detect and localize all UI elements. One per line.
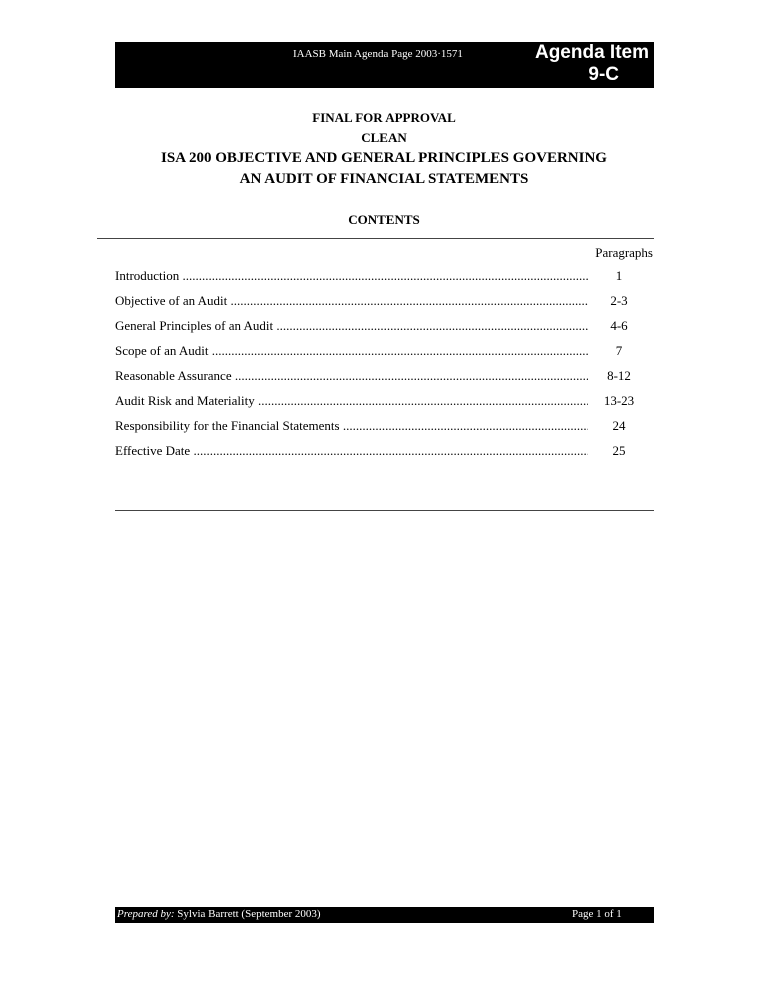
toc-entry-paragraphs: 24 bbox=[612, 418, 626, 433]
toc-entry-paragraphs: 8-12 bbox=[607, 368, 631, 383]
toc-entry-paragraphs: 4-6 bbox=[610, 318, 628, 333]
toc-entry[interactable] bbox=[115, 266, 654, 291]
toc-entry-paragraphs: 13-23 bbox=[603, 393, 635, 408]
contents-bottom-rule bbox=[115, 510, 654, 511]
toc-entry-label: Introduction ..... bbox=[115, 268, 588, 284]
toc-entry[interactable] bbox=[115, 416, 654, 441]
footer-bar bbox=[115, 907, 654, 923]
toc-entry-label: Effective Date ..... bbox=[115, 443, 588, 459]
prepared-by bbox=[117, 908, 321, 920]
header-bar bbox=[115, 42, 654, 88]
agenda-page-reference: IAASB Main Agenda Page 2003·1571 bbox=[293, 48, 463, 60]
toc-entry-paragraphs: 7 bbox=[615, 343, 623, 358]
document-title-line1: ISA 200 OBJECTIVE AND GENERAL PRINCIPLES GOVERNING bbox=[161, 150, 607, 166]
toc-entry[interactable] bbox=[115, 366, 654, 391]
contents-top-rule bbox=[97, 238, 654, 239]
toc-entry[interactable] bbox=[115, 391, 654, 416]
agenda-item-number: 9-C bbox=[588, 64, 619, 85]
agenda-item-title: Agenda Item bbox=[534, 42, 649, 63]
toc-entry-label: General Principles of an Audit ..... bbox=[115, 318, 588, 334]
table-of-contents bbox=[115, 266, 654, 466]
page-number: Page 1 of 1 bbox=[572, 908, 622, 920]
toc-entry[interactable] bbox=[115, 291, 654, 316]
toc-entry-label: Audit Risk and Materiality ..... bbox=[115, 393, 588, 409]
toc-entry-paragraphs: 2-3 bbox=[610, 293, 628, 308]
toc-entry-label: Reasonable Assurance ..... bbox=[115, 368, 588, 384]
toc-entry-paragraphs: 1 bbox=[615, 268, 623, 283]
toc-entry[interactable] bbox=[115, 316, 654, 341]
toc-entry[interactable] bbox=[115, 341, 654, 366]
status-line-clean: CLEAN bbox=[361, 130, 407, 145]
paragraphs-column-heading: Paragraphs bbox=[595, 245, 653, 260]
toc-entry-label: Scope of an Audit ..... bbox=[115, 343, 588, 359]
toc-entry-label: Objective of an Audit ..... bbox=[115, 293, 588, 309]
toc-entry[interactable] bbox=[115, 441, 654, 466]
prepared-by-label: Prepared by: bbox=[117, 908, 175, 920]
prepared-by-name: Sylvia Barrett (September 2003) bbox=[177, 908, 321, 920]
toc-entry-label: Responsibility for the Financial Statements ..... bbox=[115, 418, 588, 434]
agenda-item-label bbox=[535, 42, 649, 86]
status-line-final: FINAL FOR APPROVAL bbox=[312, 110, 456, 125]
contents-heading: CONTENTS bbox=[348, 212, 420, 227]
toc-entry-paragraphs: 25 bbox=[612, 443, 626, 458]
document-title-line2: AN AUDIT OF FINANCIAL STATEMENTS bbox=[239, 171, 529, 187]
